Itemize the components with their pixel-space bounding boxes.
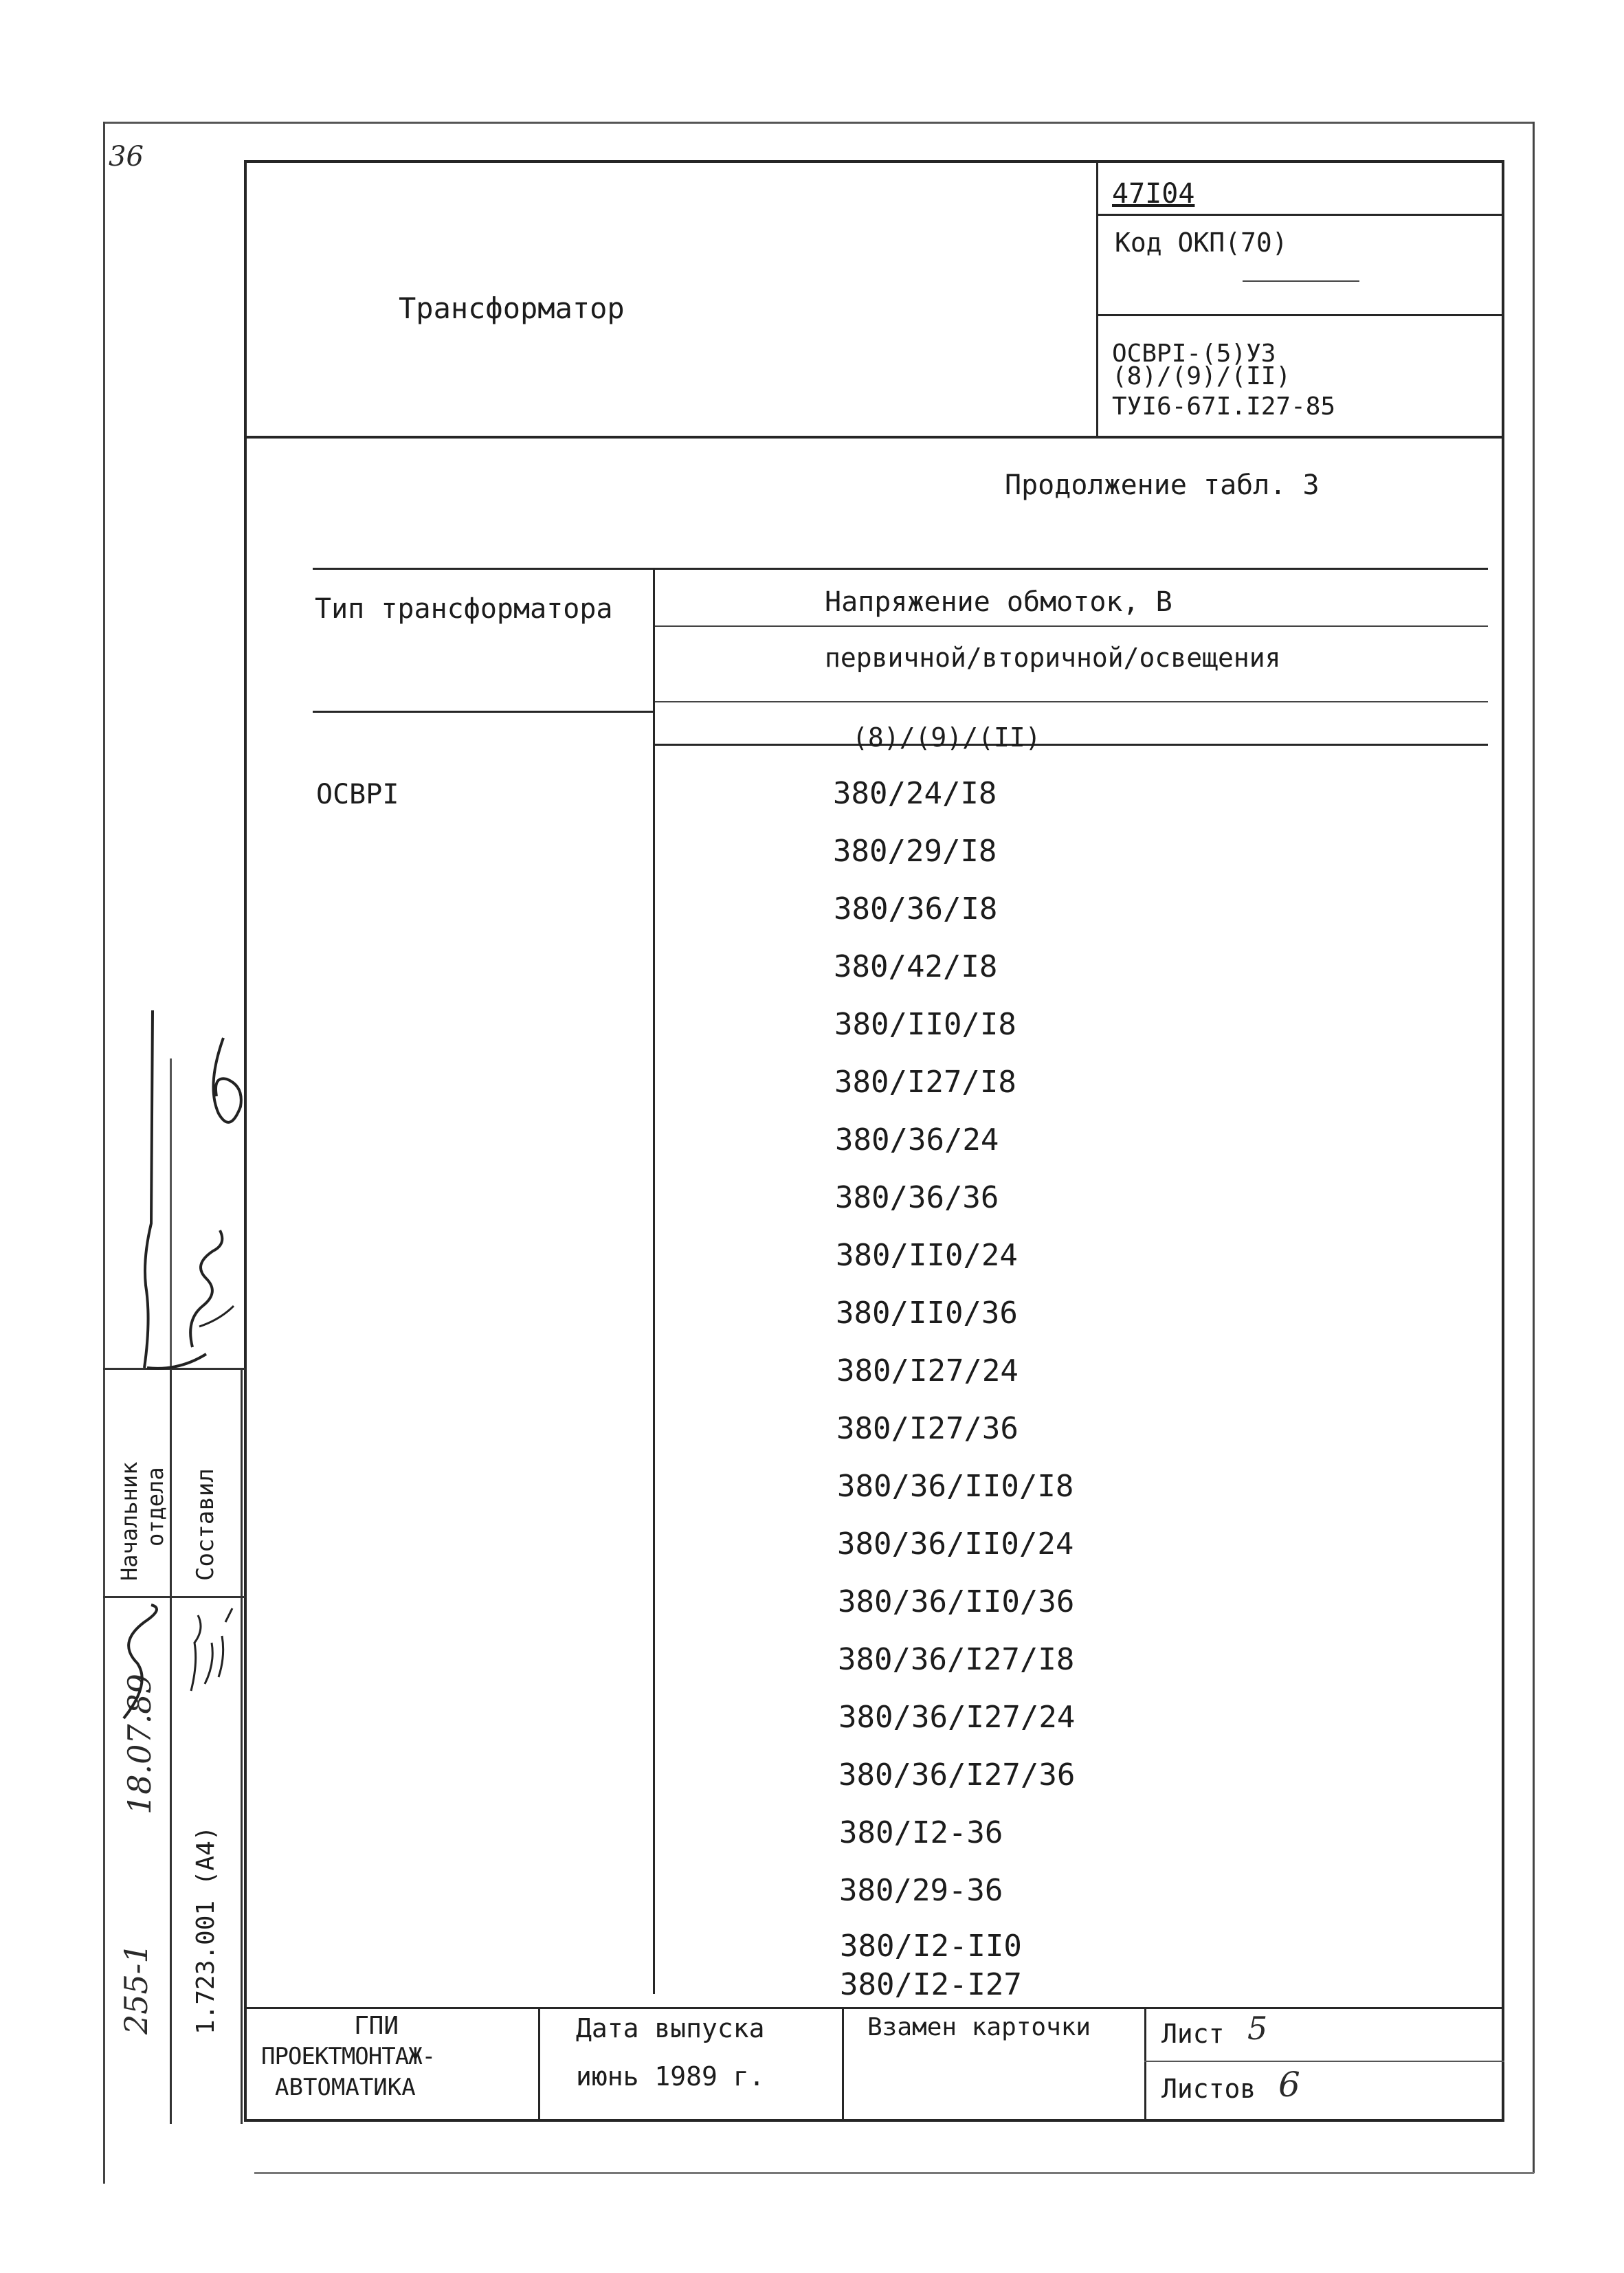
org-line-2: ПРОЕКТМОНТАЖ- bbox=[261, 2043, 436, 2070]
table-header-bottom bbox=[655, 744, 1488, 746]
header-divider bbox=[1096, 160, 1098, 436]
org-line-1: ГПИ bbox=[354, 2012, 399, 2040]
page-top-border bbox=[103, 122, 1534, 124]
voltage-value: 380/36/I8 bbox=[834, 891, 998, 927]
voltage-value: 380/36/I27/24 bbox=[838, 1700, 1076, 1735]
voltage-value: 380/42/I8 bbox=[834, 949, 998, 984]
header-bottom bbox=[244, 436, 1504, 439]
column-header-windings: первичной/вторичной/освещения bbox=[825, 643, 1281, 673]
author-signature-icon bbox=[172, 1223, 247, 1361]
frame-right bbox=[1502, 160, 1504, 2121]
approval-date: 18.07.89 bbox=[121, 1674, 158, 1815]
table-header-line-2 bbox=[655, 701, 1488, 702]
voltage-value: 380/I2-I27 bbox=[840, 1967, 1022, 2002]
frame-top bbox=[244, 160, 1503, 163]
date-signature-icon bbox=[96, 1601, 172, 1725]
footer-div-1 bbox=[538, 2007, 540, 2120]
doc-code: 1.723.001 (А4) bbox=[192, 1826, 220, 2034]
page-number: 36 bbox=[109, 141, 144, 173]
continuation-label: Продолжение табл. 3 bbox=[1005, 469, 1320, 501]
side-vline-1 bbox=[170, 1368, 172, 2124]
voltage-value: 380/36/II0/I8 bbox=[837, 1469, 1074, 1504]
footer-sheet-line bbox=[1144, 2061, 1504, 2062]
header-title: Трансформатор bbox=[399, 291, 625, 325]
page-right-border bbox=[1533, 122, 1535, 2173]
voltage-value: 380/I2-II0 bbox=[840, 1929, 1022, 1964]
page-bottom-border bbox=[254, 2172, 1534, 2174]
footer-top bbox=[244, 2007, 1504, 2009]
head-of-department-label-2: отдела bbox=[142, 1467, 168, 1546]
voltage-value: 380/36/I27/I8 bbox=[838, 1642, 1075, 1677]
transformer-type: ОСВРI bbox=[316, 779, 399, 810]
sheet-value: 5 bbox=[1247, 2010, 1268, 2047]
voltage-value: 380/II0/36 bbox=[836, 1296, 1018, 1331]
sheet-label: Лист bbox=[1161, 2019, 1225, 2049]
side-hline-mid bbox=[103, 1596, 245, 1598]
voltage-value: 380/36/36 bbox=[835, 1180, 999, 1215]
footer-div-3 bbox=[1144, 2007, 1146, 2120]
voltage-value: 380/I27/24 bbox=[836, 1353, 1019, 1388]
footer-div-2 bbox=[842, 2007, 844, 2120]
voltage-value: 380/II0/I8 bbox=[834, 1007, 1016, 1042]
side-vline-2 bbox=[241, 1368, 243, 2124]
designation-3: ТУI6-67I.I27-85 bbox=[1112, 392, 1336, 421]
voltage-value: 380/36/II0/24 bbox=[837, 1527, 1074, 1562]
head-of-department-label-1: Начальник bbox=[116, 1461, 142, 1581]
author-initials-icon bbox=[177, 1601, 239, 1698]
okp-underline bbox=[1243, 280, 1359, 282]
org-line-3: АВТОМАТИКА bbox=[275, 2074, 416, 2101]
designation-2: (8)/(9)/(II) bbox=[1112, 362, 1291, 390]
column-header-index: (8)/(9)/(II) bbox=[852, 722, 1041, 753]
voltage-value: 380/29/I8 bbox=[833, 834, 997, 869]
table-top bbox=[313, 568, 1488, 570]
header-hline-2 bbox=[1096, 314, 1503, 316]
table-col-divider bbox=[653, 568, 655, 1994]
voltage-value: 380/I2-36 bbox=[839, 1815, 1003, 1850]
voltage-value: 380/I27/36 bbox=[836, 1411, 1019, 1446]
voltage-value: 380/29-36 bbox=[839, 1873, 1003, 1908]
voltage-value: 380/36/24 bbox=[835, 1122, 999, 1157]
footer-bottom bbox=[244, 2119, 1504, 2122]
release-date-label: Дата выпуска bbox=[576, 2013, 765, 2043]
author-label: Составил bbox=[192, 1468, 219, 1581]
table-header-left-line bbox=[313, 711, 653, 713]
voltage-value: 380/36/II0/36 bbox=[838, 1584, 1075, 1619]
header-hline-1 bbox=[1096, 214, 1503, 216]
column-header-voltage: Напряжение обмоток, В bbox=[825, 586, 1172, 618]
table-header-sub-line bbox=[655, 625, 1488, 627]
voltage-value: 380/24/I8 bbox=[833, 776, 997, 811]
voltage-value: 380/II0/24 bbox=[836, 1238, 1018, 1273]
okp-label: Код ОКП(70) bbox=[1115, 228, 1288, 258]
okp-code: 47I04 bbox=[1112, 178, 1195, 210]
replaces-card-label: Взамен карточки bbox=[867, 2013, 1091, 2041]
doc-code-handwritten: 255-1 bbox=[118, 1943, 155, 2034]
voltage-value: 380/I27/I8 bbox=[834, 1065, 1016, 1100]
sheets-value: 6 bbox=[1278, 2065, 1300, 2105]
column-header-type: Тип трансформатора bbox=[315, 593, 613, 625]
voltage-value: 380/36/I27/36 bbox=[838, 1758, 1076, 1793]
designation-1: ОСВРI-(5)УЗ bbox=[1112, 340, 1276, 368]
release-date-value: июнь 1989 г. bbox=[576, 2061, 765, 2092]
sheets-label: Листов bbox=[1161, 2074, 1256, 2104]
